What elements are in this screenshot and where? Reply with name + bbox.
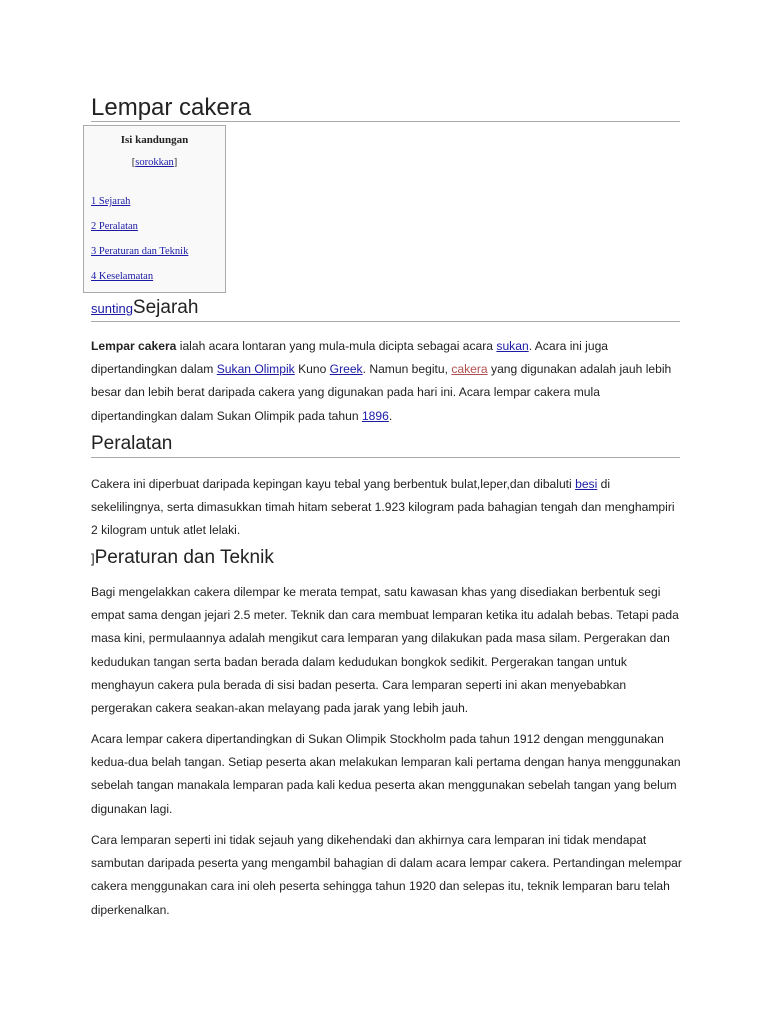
text-run: . Acara ini juga dipertandingkan dalam <box>91 339 609 377</box>
text-run: ialah acara lontaran yang mula-mula dicipta sebagai acara <box>176 339 497 353</box>
paragraph-peraturan-1: Bagi mengelakkan cakera dilempar ke merata tempat, satu kawasan khas yang disediakan berbentuk segi empat sama dengan jejari 2.5 meter. Teknik dan cara membuat lemparan ketika itu adalah bebas. Tetapi pada masa kini, permulaannya adalah mengikut cara lemparan yang dilakukan pada masa silam. Pergerakan dan kedudukan tangan serta badan berada dalam kedudukan bongkok sedikit. Pergerakan tangan untuk menghayun cakera pula berada di sisi badan peserta. Cara lemparan seperti ini akan menyebabkan pergerakan cakera seakan-akan melayang pada jarak yang lebih jauh. <box>91 585 679 716</box>
toc-toggle <box>84 157 225 168</box>
text-run: . <box>388 408 393 423</box>
edit-bracket: ] <box>91 551 95 566</box>
link-besi[interactable]: besi <box>575 477 598 491</box>
bold-term: Lempar cakera <box>91 339 177 353</box>
link-greek[interactable]: Greek <box>329 362 363 377</box>
section-heading-sejarah <box>91 296 198 321</box>
link-sukan[interactable]: sukan <box>496 339 529 353</box>
section-heading-peraturan <box>91 546 274 571</box>
paragraph-sejarah <box>91 335 683 428</box>
section-divider-peralatan <box>91 457 680 458</box>
toc-item-sejarah[interactable]: 1 Sejarah <box>91 196 131 207</box>
text-run: Kuno <box>294 362 330 377</box>
section-heading-peraturan-text: Peraturan dan Teknik <box>94 547 274 568</box>
link-sukan-olimpik[interactable]: Sukan Olimpik <box>216 362 295 377</box>
toc-toggle-open-bracket: [ <box>131 157 136 168</box>
edit-section-link[interactable]: sunting <box>91 301 133 316</box>
paragraph-peraturan-2: Acara lempar cakera dipertandingkan di Sukan Olimpik Stockholm pada tahun 1912 dengan menggunakan kedua-dua belah tangan. Setiap peserta akan melakukan lemparan kali pertama dengan hanya menggunakan sebelah tangan manakala lemparan pada kali kedua peserta akan menggunakan sebelah tangan yang belum digunakan lagi. <box>91 732 681 816</box>
link-1896[interactable]: 1896 <box>361 408 389 423</box>
section-heading-sejarah-text: Sejarah <box>132 297 199 318</box>
text-run: di sekelilingnya, serta dimasukkan timah hitam seberat 1.923 kilogram pada bahagian tengah dan menghampiri 2 kilogram untuk atlet lelaki. <box>91 477 675 538</box>
toc-item-peralatan[interactable]: 2 Peralatan <box>91 221 138 232</box>
toc-toggle-close-bracket: ] <box>173 157 178 168</box>
text-run: Cakera ini diperbuat daripada kepingan kayu tebal yang berbentuk bulat,leper,dan dibaluti <box>91 477 576 491</box>
toc-title: Isi kandungan <box>120 134 189 146</box>
section-divider-sejarah <box>91 321 680 322</box>
table-of-contents <box>83 125 226 293</box>
paragraph-peraturan-3: Cara lemparan seperti ini tidak sejauh yang dikehendaki dan akhirnya cara lemparan ini tidak mendapat sambutan daripada peserta yang mengambil bahagian di dalam acara lempar cakera. Pertandingan melempar cakera menggunakan cara ini oleh peserta sehingga tahun 1920 dan selepas itu, teknik lemparan baru telah diperkenalkan. <box>91 833 682 917</box>
link-cakera[interactable]: cakera <box>451 362 488 377</box>
toc-item-peraturan[interactable]: 3 Peraturan dan Teknik <box>91 246 189 257</box>
text-run: . Namun begitu, <box>362 362 452 377</box>
text-run: yang digunakan adalah jauh lebih besar dan lebih berat daripada cakera yang digunakan pada hari ini. Acara lempar cakera mula dipertandingkan dalam Sukan Olimpik pada tahun <box>91 362 672 423</box>
toc-hide-link[interactable]: sorokkan <box>135 157 174 168</box>
paragraph-peralatan <box>91 473 683 543</box>
page-title: Lempar cakera <box>91 94 252 121</box>
title-divider <box>91 121 680 122</box>
section-heading-peralatan: Peralatan <box>91 433 173 454</box>
toc-item-keselamatan[interactable]: 4 Keselamatan <box>91 271 154 282</box>
